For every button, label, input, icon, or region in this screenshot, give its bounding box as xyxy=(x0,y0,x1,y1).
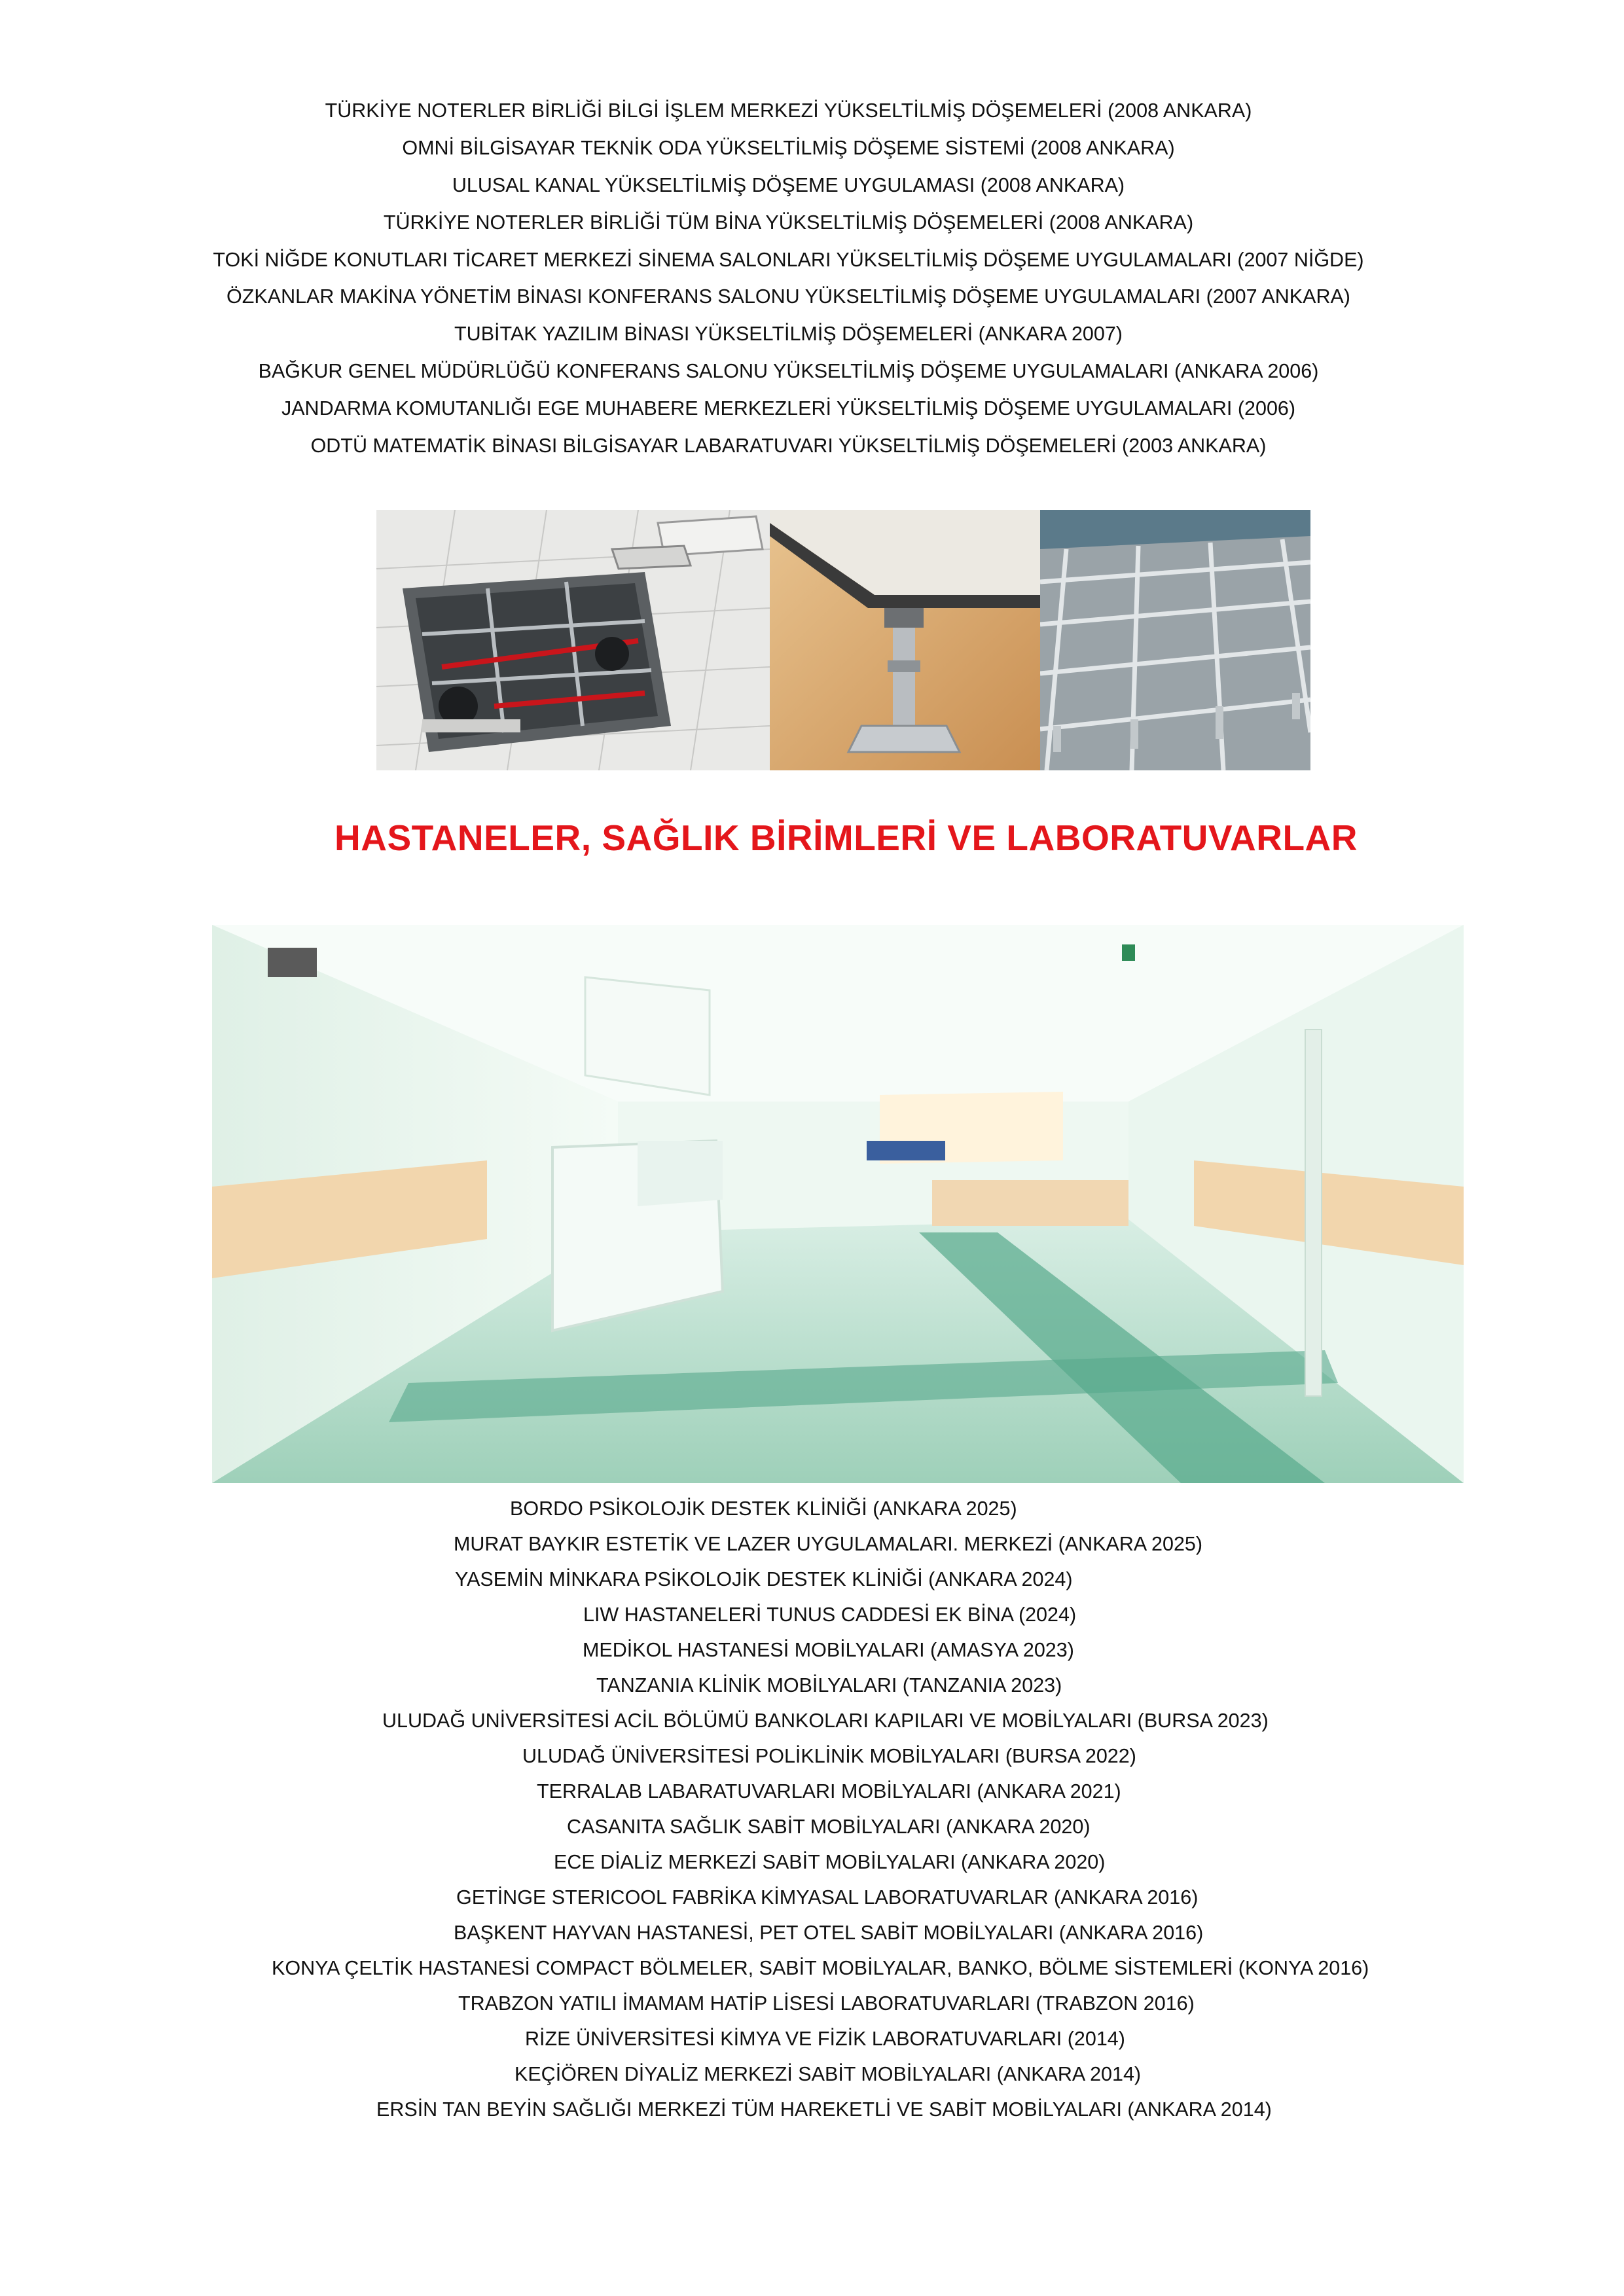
list-item: TRABZON YATILI İMAMAM HATİP LİSESİ LABORATUVARLARI (TRABZON 2016) xyxy=(458,1992,1195,2015)
list-item: TÜRKİYE NOTERLER BİRLİĞİ BİLGİ İŞLEM MERKEZİ YÜKSELTİLMİŞ DÖŞEMELERİ (2008 ANKARA) xyxy=(325,99,1252,122)
list-item: JANDARMA KOMUTANLIĞI EGE MUHABERE MERKEZLERİ YÜKSELTİLMİŞ DÖŞEME UYGULAMALARI (2006) xyxy=(281,397,1296,420)
list-item: OMNİ BİLGİSAYAR TEKNİK ODA YÜKSELTİLMİŞ DÖŞEME SİSTEMİ (2008 ANKARA) xyxy=(402,137,1175,159)
list-item: KEÇİÖREN DİYALİZ MERKEZİ SABİT MOBİLYALARI (ANKARA 2014) xyxy=(514,2063,1142,2085)
list-item: ULUDAĞ ÜNİVERSİTESİ POLİKLİNİK MOBİLYALARI (BURSA 2022) xyxy=(522,1745,1136,1767)
list-item: TANZANIA KLİNİK MOBİLYALARI (TANZANIA 2023) xyxy=(596,1674,1062,1696)
list-item: TERRALAB LABARATUVARLARI MOBİLYALARI (ANKARA 2021) xyxy=(537,1780,1121,1803)
hospital-corridor-photo xyxy=(212,925,1464,1483)
list-item: RİZE ÜNİVERSİTESİ KİMYA VE FİZİK LABORATUVARLARI (2014) xyxy=(525,2028,1125,2050)
section-title: HASTANELER, SAĞLIK BİRİMLERİ VE LABORATUVARLAR xyxy=(334,817,1358,858)
list-item: TOKİ NİĞDE KONUTLARI TİCARET MERKEZİ SİNEMA SALONLARI YÜKSELTİLMİŞ DÖŞEME UYGULAMALARI (2007 NİĞDE) xyxy=(213,249,1364,271)
list-item: BAŞKENT HAYVAN HASTANESİ, PET OTEL SABİT MOBİLYALARI (ANKARA 2016) xyxy=(454,1922,1204,1944)
list-item: MEDİKOL HASTANESİ MOBİLYALARI (AMASYA 2023) xyxy=(583,1639,1074,1661)
list-item: TÜRKİYE NOTERLER BİRLİĞİ TÜM BİNA YÜKSELTİLMİŞ DÖŞEMELERİ (2008 ANKARA) xyxy=(383,211,1194,234)
list-item: TUBİTAK YAZILIM BİNASI YÜKSELTİLMİŞ DÖŞEMELERİ (ANKARA 2007) xyxy=(454,323,1123,345)
list-item: ULUDAĞ UNİVERSİTESİ ACİL BÖLÜMÜ BANKOLARI KAPILARI VE MOBİLYALARI (BURSA 2023) xyxy=(382,1710,1269,1732)
list-item: KONYA ÇELTİK HASTANESİ COMPACT BÖLMELER, SABİT MOBİLYALAR, BANKO, BÖLME SİSTEMLERİ (KONYA 2016) xyxy=(272,1957,1369,1979)
list-item: BAĞKUR GENEL MÜDÜRLÜĞÜ KONFERANS SALONU YÜKSELTİLMİŞ DÖŞEME UYGULAMALARI (ANKARA 2006) xyxy=(258,360,1319,382)
list-item: ECE DİALİZ MERKEZİ SABİT MOBİLYALARI (ANKARA 2020) xyxy=(554,1851,1106,1873)
list-item: ÖZKANLAR MAKİNA YÖNETİM BİNASI KONFERANS SALONU YÜKSELTİLMİŞ DÖŞEME UYGULAMALARI (2007 ANKARA) xyxy=(226,285,1350,308)
list-item: ODTÜ MATEMATİK BİNASI BİLGİSAYAR LABARATUVARI YÜKSELTİLMİŞ DÖŞEMELERİ (2003 ANKARA) xyxy=(310,435,1267,457)
list-item: LIW HASTANELERİ TUNUS CADDESİ EK BİNA (2024) xyxy=(583,1604,1077,1626)
pedestal-grid-photo xyxy=(1040,510,1310,770)
list-item: ULUSAL KANAL YÜKSELTİLMİŞ DÖŞEME UYGULAMASI (2008 ANKARA) xyxy=(452,174,1125,196)
list-item: MURAT BAYKIR ESTETİK VE LAZER UYGULAMALARI. MERKEZİ (ANKARA 2025) xyxy=(454,1533,1203,1555)
list-item: YASEMİN MİNKARA PSİKOLOJİK DESTEK KLİNİĞİ (ANKARA 2024) xyxy=(455,1568,1073,1590)
list-item: BORDO PSİKOLOJİK DESTEK KLİNİĞİ (ANKARA 2025) xyxy=(510,1498,1017,1520)
list-item: GETİNGE STERICOOL FABRİKA KİMYASAL LABORATUVARLAR (ANKARA 2016) xyxy=(456,1886,1199,1909)
list-item: ERSİN TAN BEYİN SAĞLIĞI MERKEZİ TÜM HAREKETLİ VE SABİT MOBİLYALARI (ANKARA 2014) xyxy=(376,2098,1272,2121)
pedestal-closeup-photo xyxy=(770,510,1040,770)
raised-floor-cutaway-photo xyxy=(376,510,770,770)
list-item: CASANITA SAĞLIK SABİT MOBİLYALARI (ANKARA 2020) xyxy=(567,1816,1091,1838)
